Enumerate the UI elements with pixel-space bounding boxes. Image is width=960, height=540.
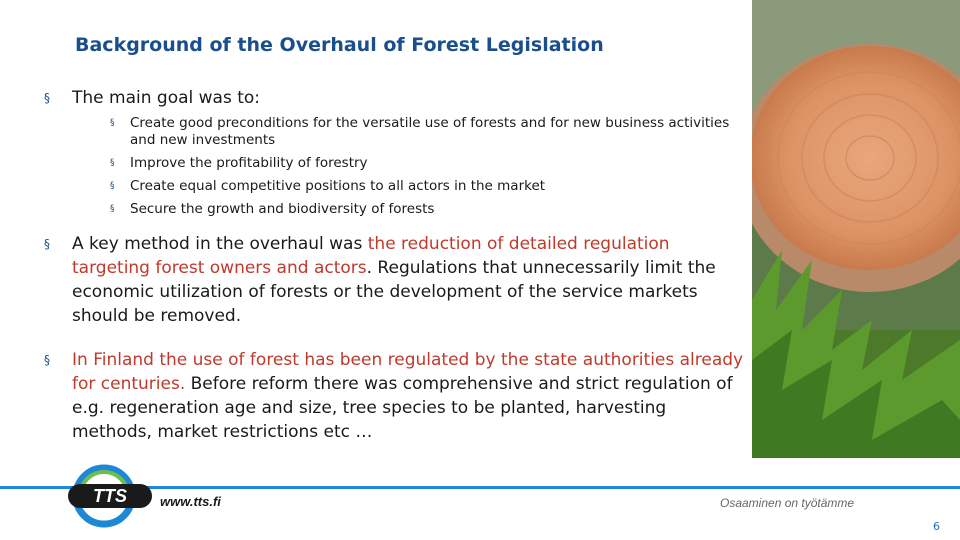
bullet-marker-icon: §: [110, 118, 115, 128]
sub-bullet-text: Secure the growth and biodiversity of forests: [130, 201, 435, 217]
bullet-text: A key method in the overhaul was: [72, 234, 368, 254]
page-number: 6: [933, 520, 940, 533]
bullet-main-goal: [44, 86, 744, 218]
bullet-marker-icon: §: [110, 181, 115, 191]
sub-bullet-text: Create good preconditions for the versatile use of forests and for new business activities and new investments: [130, 115, 730, 148]
bullet-text: The main goal was to:: [72, 88, 261, 108]
tree-stump-photo: [752, 0, 960, 458]
bullet-marker-icon: §: [110, 158, 115, 168]
bullet-marker-icon: §: [44, 91, 50, 105]
highlighted-text: In Finland the use of forest has been regulated by the state authorities already for centuries.: [72, 350, 744, 394]
slide-title: Background of the Overhaul of Forest Legislation: [75, 34, 604, 56]
tts-logo: [66, 460, 156, 530]
sub-bullet-text: Create equal competitive positions to all actors in the market: [130, 178, 546, 194]
website-url: www.tts.fi: [160, 494, 221, 509]
slide-content: [44, 86, 744, 444]
bullet-key-method: [44, 232, 744, 328]
bullet-text: Before reform there was comprehensive and strict regulation of e.g. regeneration age and size, tree species to be planted, harvesting methods, market restrictions etc …: [72, 374, 733, 442]
bullet-finland: [44, 348, 744, 444]
goal-sub-list: [72, 115, 744, 218]
bullet-marker-icon: §: [44, 237, 50, 251]
sub-bullet: [72, 155, 744, 172]
bullet-marker-icon: §: [110, 204, 115, 214]
sub-bullet: [72, 115, 744, 149]
sub-bullet: [72, 178, 744, 195]
bullet-marker-icon: §: [44, 353, 50, 367]
sub-bullet-text: Improve the profitability of forestry: [130, 155, 368, 171]
logo-text: TTS: [93, 486, 127, 506]
company-slogan: Osaaminen on työtämme: [720, 496, 855, 510]
bullet-text: . Regulations that unnecessarily limit the economic utilization of forests or the development of the service markets should be removed.: [72, 258, 716, 326]
highlighted-text: the reduction of detailed regulation targeting forest owners and actors: [72, 234, 670, 278]
sub-bullet: [72, 201, 744, 218]
